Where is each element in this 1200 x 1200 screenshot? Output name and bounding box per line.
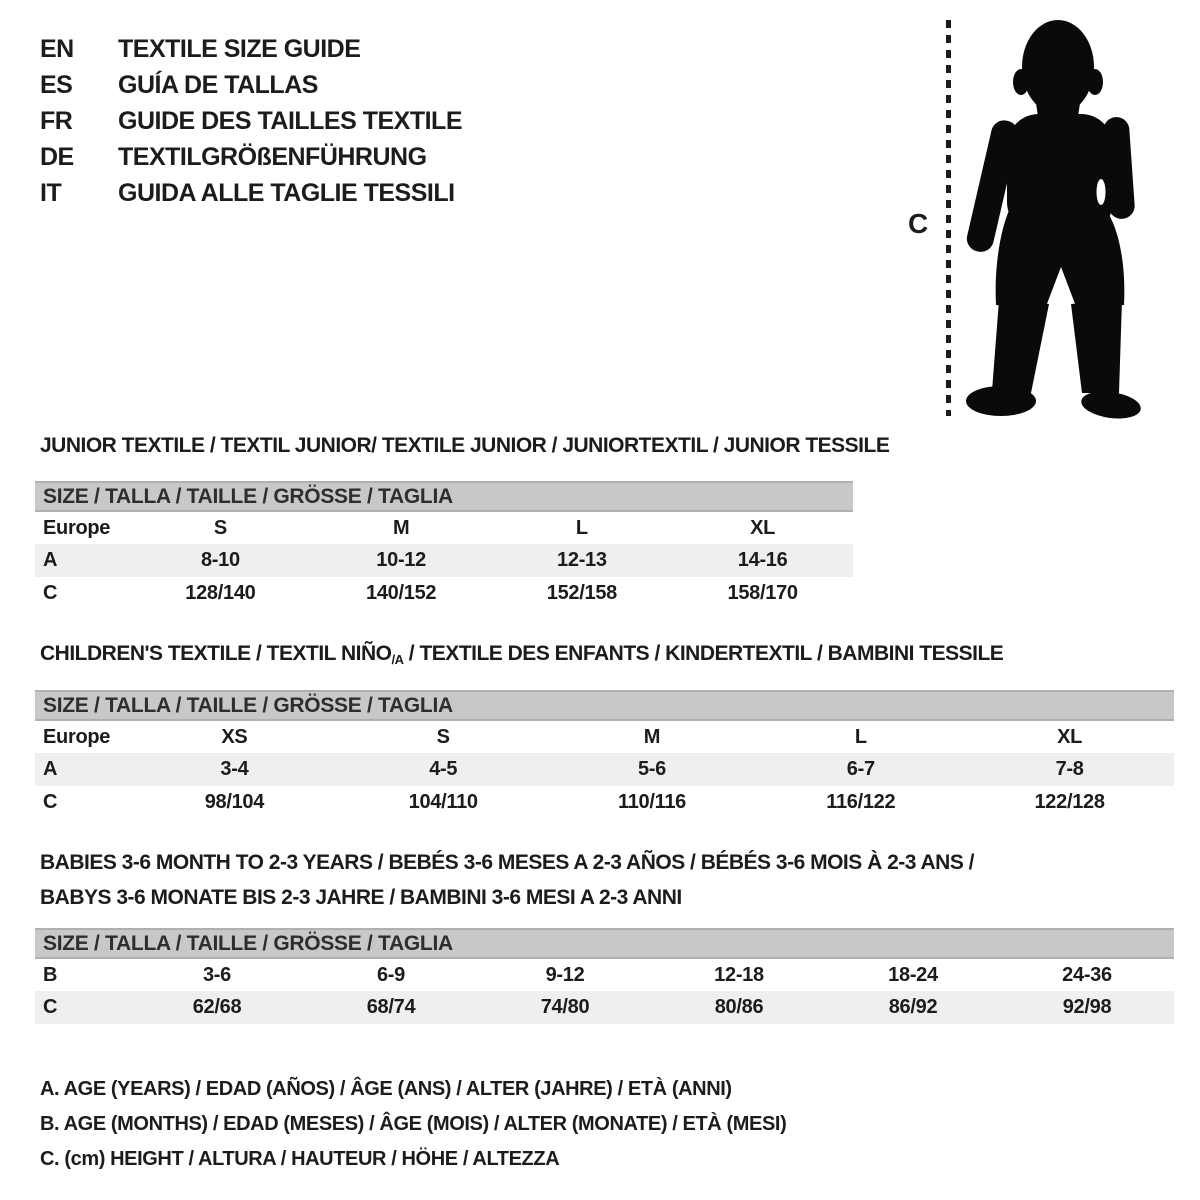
size-value: 6-7 xyxy=(756,753,965,786)
language-row xyxy=(40,175,462,211)
size-value: 140/152 xyxy=(366,582,437,604)
size-value: M xyxy=(643,725,661,748)
size-header-row xyxy=(35,482,853,511)
size-value: 110/116 xyxy=(617,791,686,813)
language-row xyxy=(40,67,462,103)
size-value: L xyxy=(854,725,867,748)
size-value: XL xyxy=(750,516,776,539)
size-value: 74/80 xyxy=(478,991,652,1024)
size-value: 4-5 xyxy=(339,753,548,786)
size-value: 7-8 xyxy=(965,753,1174,786)
junior-section-title: JUNIOR TEXTILE / TEXTIL JUNIOR/ TEXTILE JUNIOR / JUNIORTEXTIL / JUNIOR TESSILE xyxy=(40,434,890,457)
guide-title: TEXTILE SIZE GUIDE xyxy=(118,34,361,63)
size-value: 116/122 xyxy=(826,791,896,813)
row-label: B xyxy=(43,963,58,986)
size-header-bar: SIZE / TALLA / TAILLE / GRÖSSE / TAGLIA xyxy=(35,929,1174,958)
row-label: Europe xyxy=(43,516,111,539)
table-row xyxy=(35,958,1174,991)
size-value: XS xyxy=(221,725,248,748)
junior-size-table xyxy=(35,481,853,610)
babies-size-table xyxy=(35,928,1174,1024)
table-row xyxy=(35,577,853,610)
size-value: 18-24 xyxy=(888,963,938,986)
guide-title: GUÍA DE TALLAS xyxy=(118,70,318,99)
size-header-bar: SIZE / TALLA / TAILLE / GRÖSSE / TAGLIA xyxy=(35,482,853,511)
guide-title: GUIDE DES TAILLES TEXTILE xyxy=(118,106,463,135)
height-measure-label: C xyxy=(908,208,929,239)
size-value: M xyxy=(392,516,410,539)
guide-title: GUIDA ALLE TAGLIE TESSILI xyxy=(118,178,455,207)
row-label: Europe xyxy=(43,725,111,748)
size-value: 92/98 xyxy=(1000,991,1174,1024)
size-value: 12-13 xyxy=(492,544,673,577)
table-row xyxy=(35,511,853,544)
children-title-prefix: CHILDREN'S TEXTILE / TEXTIL NIÑO xyxy=(40,642,392,665)
table-row xyxy=(35,991,1174,1024)
size-value: 158/170 xyxy=(727,582,798,604)
table-row xyxy=(35,720,1174,753)
size-value: XL xyxy=(1057,725,1083,748)
row-label: A xyxy=(35,544,130,577)
children-title-suffix: / TEXTILE DES ENFANTS / KINDERTEXTIL / BAMBINI TESSILE xyxy=(403,642,1004,665)
size-value: 9-12 xyxy=(545,963,585,986)
language-row xyxy=(40,31,462,67)
size-value: 10-12 xyxy=(311,544,492,577)
row-label: A xyxy=(35,753,130,786)
language-code: EN xyxy=(40,34,74,63)
size-value: S xyxy=(436,725,450,748)
row-label: C xyxy=(43,582,58,604)
size-value: 3-6 xyxy=(202,963,231,986)
size-value: 122/128 xyxy=(1034,791,1105,813)
table-row xyxy=(35,544,853,577)
size-value: 104/110 xyxy=(408,791,478,813)
footnote-height-cm: C. (cm) HEIGHT / ALTURA / HAUTEUR / HÖHE / ALTEZZA xyxy=(40,1148,560,1170)
size-value: 5-6 xyxy=(548,753,757,786)
size-header-row xyxy=(35,929,1174,958)
language-code: DE xyxy=(40,142,74,171)
size-value: 152/158 xyxy=(546,582,617,604)
size-value: 8-10 xyxy=(130,544,311,577)
size-value: 24-36 xyxy=(1062,963,1112,986)
size-value: 80/86 xyxy=(652,991,826,1024)
language-code: ES xyxy=(40,70,73,99)
size-header-row xyxy=(35,691,1174,720)
size-value: S xyxy=(213,516,227,539)
size-value: 6-9 xyxy=(376,963,405,986)
children-section-title xyxy=(40,642,1003,667)
babies-title-line1: BABIES 3-6 MONTH TO 2-3 YEARS / BEBÉS 3-6 MESES A 2-3 AÑOS / BÉBÉS 3-6 MOIS À 2-3 ANS / xyxy=(40,851,975,874)
babies-section-title xyxy=(40,845,974,915)
size-value: 12-18 xyxy=(714,963,764,986)
row-label: C xyxy=(35,991,130,1024)
size-header-bar: SIZE / TALLA / TAILLE / GRÖSSE / TAGLIA xyxy=(35,691,1174,720)
height-measure-dashed-line xyxy=(946,20,951,416)
footnote-age-months: B. AGE (MONTHS) / EDAD (MESES) / ÂGE (MOIS) / ALTER (MONATE) / ETÀ (MESI) xyxy=(40,1113,787,1135)
size-value: 98/104 xyxy=(204,791,265,813)
size-value: 86/92 xyxy=(826,991,1000,1024)
table-row xyxy=(35,753,1174,786)
language-row xyxy=(40,103,462,139)
guide-title: TEXTILGRÖßENFÜHRUNG xyxy=(118,142,427,171)
language-code: FR xyxy=(40,106,73,135)
table-row xyxy=(35,786,1174,819)
size-value: 14-16 xyxy=(672,544,853,577)
toddler-silhouette-image xyxy=(965,18,1143,420)
size-value: 62/68 xyxy=(130,991,304,1024)
row-label: C xyxy=(43,791,58,813)
language-row xyxy=(40,139,462,175)
legend-footnotes xyxy=(40,1072,786,1177)
children-title-subscript: /A xyxy=(391,652,404,667)
size-value: 68/74 xyxy=(304,991,478,1024)
language-code: IT xyxy=(40,178,62,207)
children-size-table xyxy=(35,690,1174,819)
footnote-age-years: A. AGE (YEARS) / EDAD (AÑOS) / ÂGE (ANS) / ALTER (JAHRE) / ETÀ (ANNI) xyxy=(40,1078,732,1100)
language-title-block xyxy=(40,31,462,211)
size-value: 128/140 xyxy=(185,582,256,604)
size-value: 3-4 xyxy=(130,753,339,786)
size-value: L xyxy=(575,516,588,539)
babies-title-line2: BABYS 3-6 MONATE BIS 2-3 JAHRE / BAMBINI 3-6 MESI A 2-3 ANNI xyxy=(40,886,682,909)
